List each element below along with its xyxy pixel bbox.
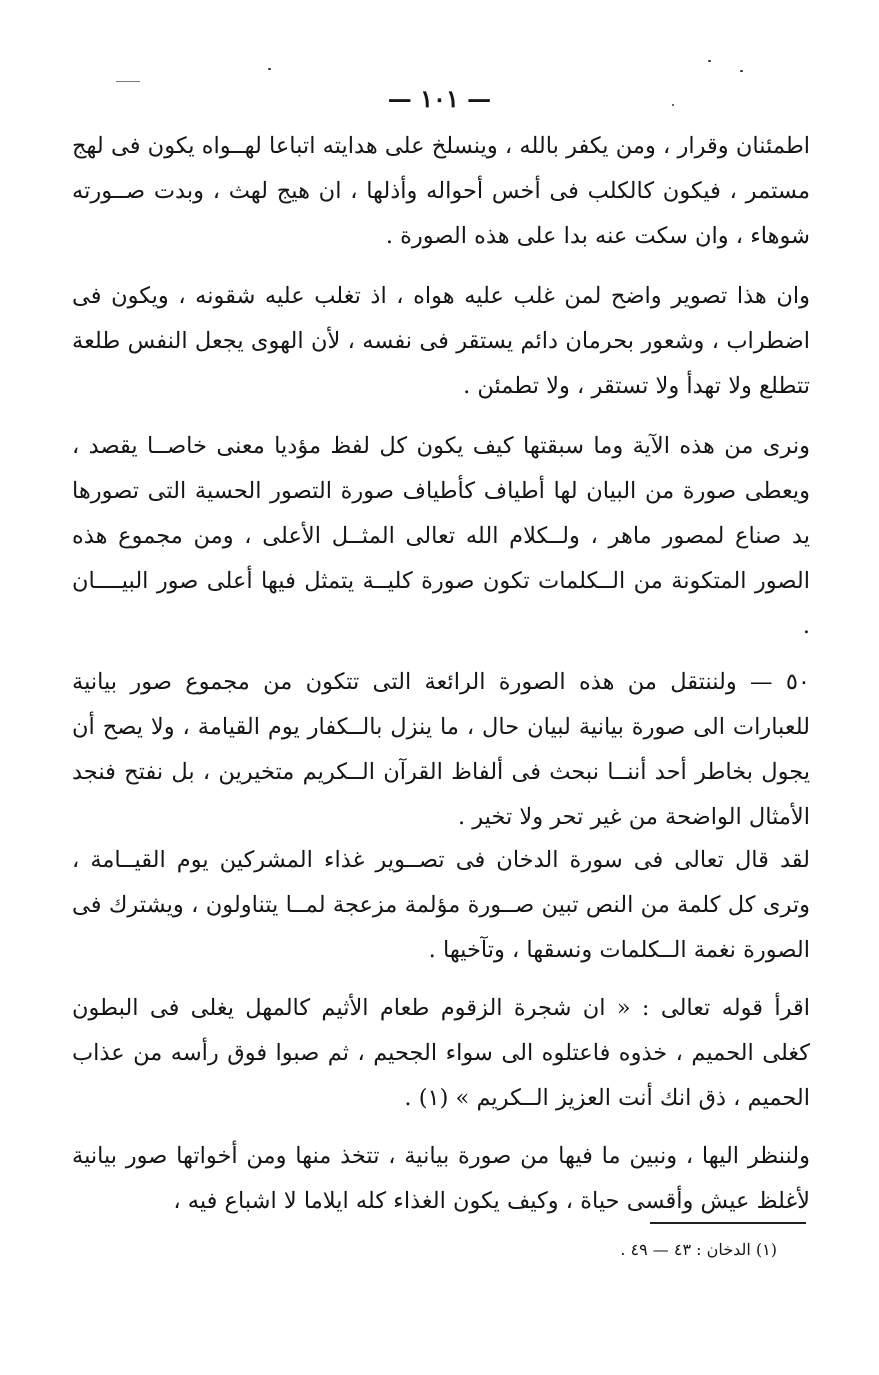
paragraph-text: ونرى من هذه الآية وما سبقتها كيف يكون كل لفظ مؤديا معنى خاصــا يقصد ، ويعطى صورة من البيان لها أطياف كأطياف صورة التصور الحسية التى تصورها يد صناع لمصور ماهر ، ولــكلام الله تعالى المثــل الأعلى ، ومن مجموع هذه الصور المتكونة من الــكلمات تكون صورة كليــة يتمثل فيها أعلى صور البيــــان . [72,433,810,639]
page-number: — ١٠١ — [387,84,492,113]
paragraph-text: ولننظر اليها ، ونبين ما فيها من صورة بيانية ، تتخذ منها ومن أخواتها صور بيانية لأغلظ عيش وأقسى حياة ، وكيف يكون الغذاء كله ايلاما لا اشباع فيه ، [72,1143,810,1214]
paragraph [72,838,810,973]
paragraph-text: اقرأ قوله تعالى : « ان شجرة الزقوم طعام الأثيم كالمهل يغلى فى البطون كغلى الحميم ، خذوه فاعتلوه الى سواء الجحيم ، ثم صبوا فوق رأسه من عذاب الحميم ، ذق انك أنت العزيز الــكريم » (١) . [72,995,810,1111]
footnote: (١) الدخان : ٤٣ — ٤٩ . [620,1240,777,1259]
scan-speck [268,68,271,70]
paragraph [72,1134,810,1224]
scan-speck [740,70,743,72]
paragraph [72,274,810,409]
quranic-quote-paragraph [72,986,810,1121]
footnote-divider [650,1222,806,1224]
scan-speck [116,81,140,82]
paragraph-section-50 [72,660,810,840]
paragraph [72,424,810,649]
scan-speck [708,60,711,62]
paragraph [72,124,810,259]
paragraph-text: وان هذا تصوير واضح لمن غلب عليه هواه ، اذ تغلب عليه شقونه ، ويكون فى اضطراب ، وشعور بحرمان دائم يستقر فى نفسه ، لأن الهوى يجعل النفس طلعة تتطلع ولا تهدأ ولا تستقر ، ولا تطمئن . [72,283,810,399]
paragraph-text: اطمئنان وقرار ، ومن يكفر بالله ، وينسلخ على هدايته اتباعا لهــواه يكون فى لهج مستمر ، فيكون كالكلب فى أخس أحواله وأذلها ، ان هيج لهث ، وبدت صــورته شوهاء ، وان سكت عنه بدا على هذه الصورة . [72,133,810,249]
paragraph-text: لقد قال تعالى فى سورة الدخان فى تصــوير غذاء المشركين يوم القيــامة ، وترى كل كلمة من النص تبين صــورة مؤلمة مزعجة لمــا يتناولون ، ويشترك فى الصورة نغمة الــكلمات ونسقها ، وتآخيها . [72,847,810,963]
scan-speck [672,104,674,106]
paragraph-text: ٥٠ — ولننتقل من هذه الصورة الرائعة التى تتكون من مجموع صور بيانية للعبارات الى صورة بيانية لبيان حال ، ما ينزل بالــكفار يوم القيامة ، ولا يصح أن يجول بخاطر أحد أننــا نبحث فى ألفاظ القرآن الــكريم متخيرين ، بل نفتح فنجد الأمثال الواضحة من غير تحر ولا تخير . [72,669,810,830]
